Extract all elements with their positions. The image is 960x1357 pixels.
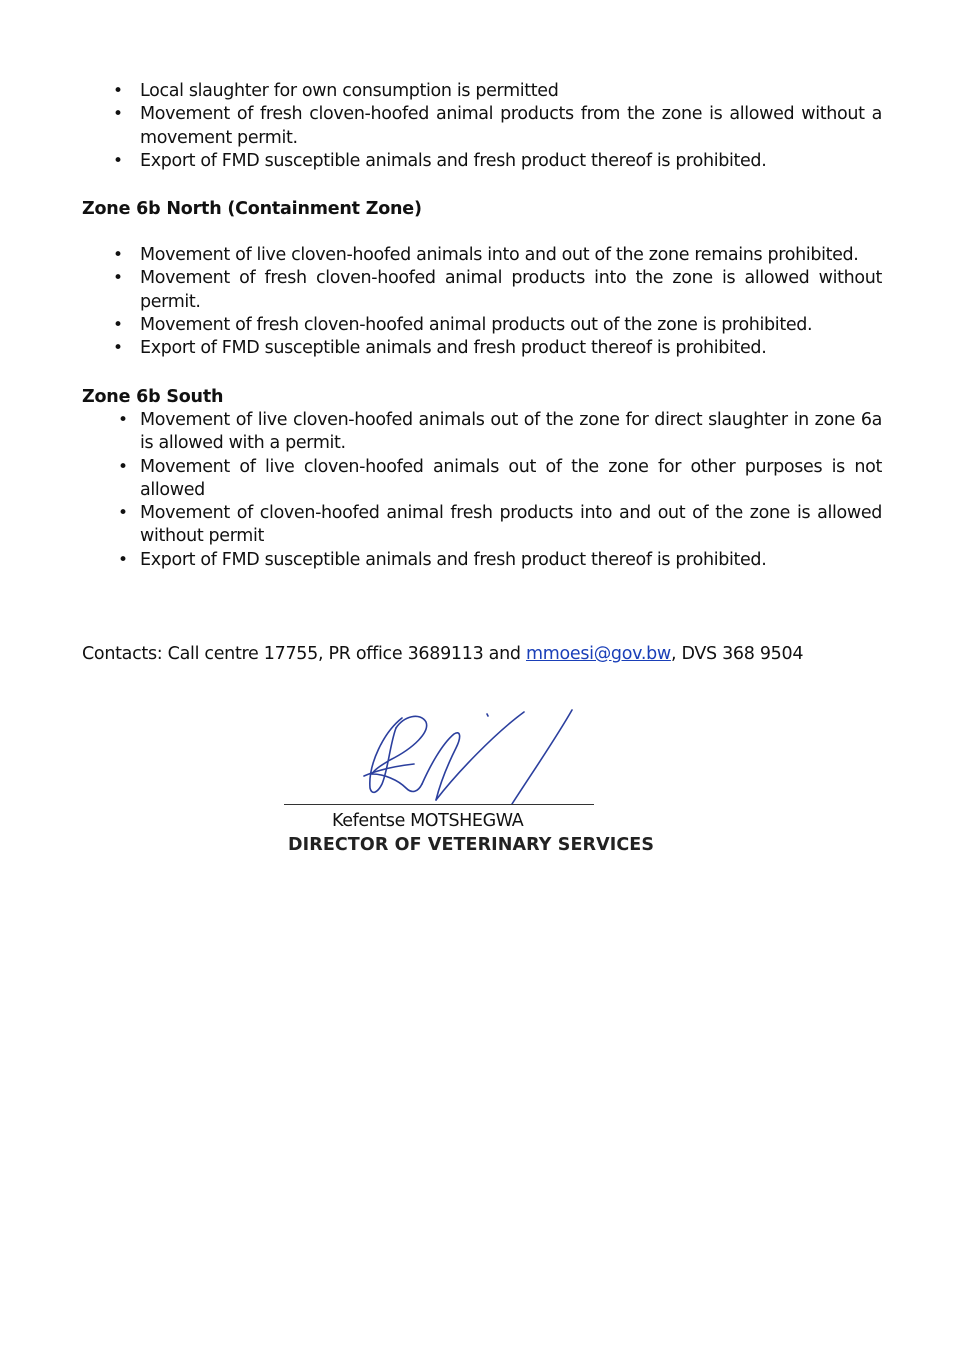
zone6b-south-section <box>82 386 882 572</box>
list-item: • Movement of fresh cloven-hoofed animal products from the zone is allowed without a movement permit. <box>113 104 882 148</box>
zone6a-section <box>82 80 882 173</box>
bullet-icon: • <box>113 81 123 101</box>
bullet-icon: • <box>113 268 123 289</box>
list-item: • Movement of live cloven-hoofed animals out of the zone for direct slaughter in zone 6a is allowed with a permit. <box>118 410 882 454</box>
zone6b-north-list-wrap <box>82 244 882 360</box>
signatory-title: DIRECTOR OF VETERINARY SERVICES <box>288 835 655 855</box>
bullet-icon: • <box>113 245 123 265</box>
zone6b-north-section <box>82 198 882 221</box>
bullet-icon: • <box>118 410 128 430</box>
zone6b-north-heading: Zone 6b North (Containment Zone) <box>82 199 422 219</box>
bullet-icon: • <box>113 314 123 335</box>
bullet-icon: • <box>118 549 128 570</box>
list-item: • Local slaughter for own consumption is permitted <box>82 80 882 103</box>
bullet-icon: • <box>118 456 128 477</box>
list-item: • Movement of live cloven-hoofed animals out of the zone for other purposes is not allowed <box>118 456 882 500</box>
signature-line <box>284 804 594 805</box>
zone6b-south-heading: Zone 6b South <box>82 387 224 407</box>
list-item: • Movement of live cloven-hoofed animals into and out of the zone remains prohibited. <box>82 244 882 267</box>
email-link[interactable]: mmoesi@gov.bw <box>525 644 671 664</box>
bullet-icon: • <box>113 150 123 171</box>
list-item: • Movement of cloven-hoofed animal fresh products into and out of the zone is allowed without permit <box>118 503 882 547</box>
contacts-suffix: , DVS 368 9504 <box>670 644 804 664</box>
zone6b-north-bullet-list <box>82 244 882 360</box>
list-item: • Export of FMD susceptible animals and fresh product thereof is prohibited. <box>82 549 882 572</box>
list-item: • Movement of fresh cloven-hoofed animal products out of the zone is prohibited. <box>82 314 882 337</box>
handwritten-signature-icon <box>344 704 584 814</box>
bullet-icon: • <box>118 503 128 524</box>
zone6a-bullet-list <box>82 80 882 173</box>
zone6b-south-bullet-list <box>82 409 882 572</box>
bullet-icon: • <box>113 104 123 125</box>
bullet-icon: • <box>113 338 123 359</box>
list-item: • Export of FMD susceptible animals and fresh product thereof is prohibited. <box>82 337 882 360</box>
list-item: • Movement of fresh cloven-hoofed animal products into the zone is allowed without permit. <box>113 268 882 312</box>
list-item: • Export of FMD susceptible animals and fresh product thereof is prohibited. <box>82 150 882 173</box>
signature-block <box>284 704 664 864</box>
contacts-prefix: Contacts: Call centre 17755, PR office 3689113 and <box>82 644 526 664</box>
signatory-name: Kefentse MOTSHEGWA <box>332 811 524 831</box>
contacts-line <box>82 643 882 666</box>
